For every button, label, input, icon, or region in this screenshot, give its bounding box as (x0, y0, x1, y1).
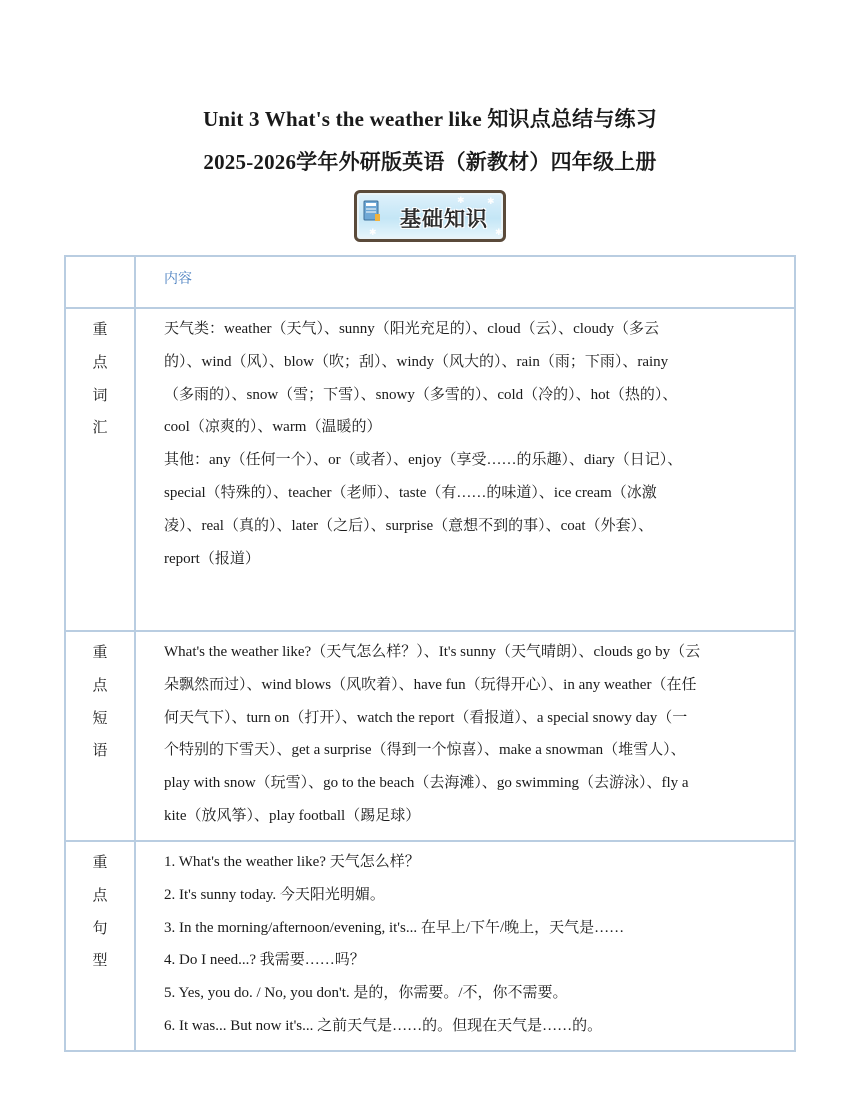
row-label-char: 型 (92, 951, 108, 970)
header-content-cell (135, 256, 795, 308)
content-line: 个特别的下雪天）、get a surprise（得到一个惊喜）、make a snowman（堆雪人）、 (164, 742, 686, 759)
row-label-char: 词 (92, 385, 108, 404)
content-line: play with snow（玩雪）、go to the beach（去海滩）、go swimming（去游泳）、fly a (164, 775, 689, 792)
knowledge-table (64, 255, 796, 1052)
content-line: 天气类：weather（天气）、sunny（阳光充足的）、cloud（云）、cloudy（多云 (164, 321, 659, 337)
content-line: 5. Yes, you do. / No, you don't. 是的，你需要。/不，你不需要。 (164, 985, 568, 1002)
row-content-phrases (135, 631, 795, 841)
content-line: 3. In the morning/afternoon/evening, it's... 在早上/下午/晚上，天气是…… (164, 919, 625, 936)
content-line: special（特殊的）、teacher（老师）、taste（有……的味道）、ice cream（冰激 (164, 484, 657, 501)
table-row-vocabulary (65, 308, 795, 631)
star-icon: ✱ (457, 195, 465, 205)
table-row-sentences (65, 841, 795, 1051)
star-icon: ✱ (495, 227, 503, 237)
content-line: kite（放风筝）、play football（踢足球） (164, 807, 421, 824)
book-icon (363, 199, 381, 223)
row-label-char: 重 (92, 853, 108, 871)
row-content-sentences (135, 841, 795, 1051)
content-line: 1. What's the weather like? 天气怎么样？ (164, 854, 420, 870)
content-line: What's the weather like?（天气怎么样？）、It's sunny（天气晴朗）、clouds go by（云 (164, 644, 701, 660)
content-line: 的）、wind（风）、blow（吹；刮）、windy（风大的）、rain（雨；下雨）、rainy (164, 353, 669, 370)
content-line: 何天气下）、turn on（打开）、watch the report（看报道）、a special snowy day（一 (164, 709, 688, 726)
content-line: 2. It's sunny today. 今天阳光明媚。 (164, 886, 385, 903)
row-label-char: 短 (92, 708, 108, 727)
page-title: Unit 3 What's the weather like 知识点总结与练习 (203, 107, 657, 131)
section-badge-label: 基础知识 (400, 207, 488, 231)
page-subtitle: 2025-2026学年外研版英语（新教材）四年级上册 (203, 150, 657, 174)
row-label-char: 汇 (92, 418, 108, 437)
table-row-phrases (65, 631, 795, 841)
content-line: report（报道） (164, 550, 260, 567)
star-icon: ✱ (369, 227, 377, 237)
content-line: 6. It was... But now it's... 之前天气是……的。但现在天气是……的。 (164, 1017, 603, 1034)
row-label-phrases (65, 631, 135, 841)
row-label-char: 重 (92, 643, 108, 661)
row-label-char: 句 (92, 918, 108, 937)
column-header-content: 内容 (164, 270, 192, 287)
star-icon: ✱ (487, 196, 495, 206)
content-line: 朵飘然而过）、wind blows（风吹着）、have fun（玩得开心）、in any weather（在任 (164, 676, 697, 693)
content-line: 凌）、real（真的）、later（之后）、surprise（意想不到的事）、coat（外套）、 (164, 517, 654, 534)
row-label-char: 点 (92, 352, 108, 371)
content-line: cool（凉爽的）、warm（温暖的） (164, 419, 382, 436)
row-label-char: 点 (92, 675, 108, 694)
row-label-sentences (65, 841, 135, 1051)
section-badge (354, 190, 506, 242)
row-label-char: 点 (92, 885, 108, 904)
content-line: （多雨的）、snow（雪；下雪）、snowy（多雪的）、cold（冷的）、hot（热的）、 (164, 386, 678, 403)
content-line: 其他：any（任何一个）、or（或者）、enjoy（享受……的乐趣）、diary（日记）、 (164, 452, 683, 469)
row-label-char: 语 (92, 741, 108, 760)
row-label-char: 重 (92, 320, 108, 338)
content-line: 4. Do I need...? 我需要……吗？ (164, 952, 365, 969)
table-header-row (65, 256, 795, 308)
row-label-vocabulary (65, 308, 135, 631)
header-empty-cell (65, 256, 135, 308)
row-content-vocabulary (135, 308, 795, 631)
